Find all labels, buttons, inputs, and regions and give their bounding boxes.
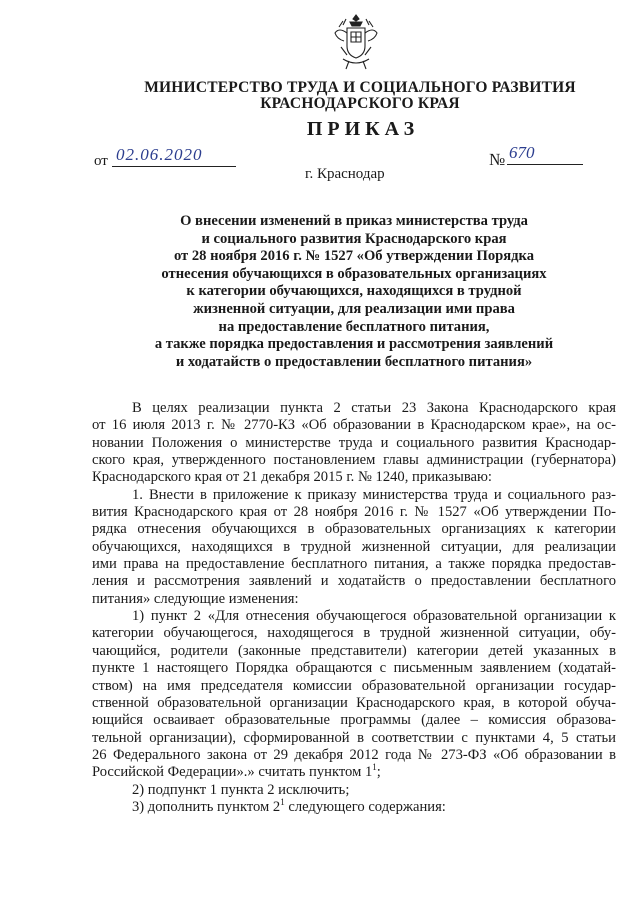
text-line: ющийся осваивает образовательные программы (далее – комиссия образова- xyxy=(92,712,616,729)
subject-line: на предоставление бесплатного питания, xyxy=(218,318,490,335)
subject-line: отнесения обучающихся в образовательных организациях xyxy=(161,265,547,282)
preamble-paragraph xyxy=(92,400,616,487)
subitem-3-paragraph xyxy=(92,799,616,816)
text-fragment: Российской Федерации».» считать пунктом 1 xyxy=(92,764,373,781)
text-line: от 16 июля 2013 г. № 2770-КЗ «Об образовании в Краснодарском крае», на ос- xyxy=(92,417,616,434)
text-fragment: следующего содержания: xyxy=(284,798,446,815)
order-number: 670 xyxy=(507,143,583,165)
date-prefix: от xyxy=(94,153,108,169)
text-line: ством) на имя председателя комиссии образовательной организации государ- xyxy=(92,677,616,694)
subject-line: жизненной ситуации, для реализации ими права xyxy=(193,300,515,317)
subject-line: к категории обучающихся, находящихся в трудной xyxy=(186,283,522,300)
subitem-1-paragraph xyxy=(92,608,616,781)
text-line: ления и рассмотрения заявлений и ходатайств о предоставлении бесплатного xyxy=(92,573,616,590)
text-fragment: 3) дополнить пунктом 2 xyxy=(132,798,281,815)
text-line: обучающихся, находящихся в трудной жизненной ситуации, для реализации xyxy=(92,538,616,555)
text-fragment: ; xyxy=(376,764,381,781)
subject-line: от 28 ноября 2016 г. № 1527 «Об утверждении Порядка xyxy=(173,248,535,265)
text-line: рядка отнесения обучающихся в образовательных организациях к категории xyxy=(92,521,616,538)
text-line: новании Положения о министерстве труда и социального развития Краснодар- xyxy=(92,434,616,451)
ministry-name-line-2: КРАСНОДАРСКОГО КРАЯ xyxy=(260,95,460,112)
text-line: В целях реализации пункта 2 статьи 23 Закона Краснодарского края xyxy=(132,400,616,416)
subject-line: О внесении изменений в приказ министерства труда xyxy=(180,213,528,229)
krasnodar-coat-of-arms-icon xyxy=(333,13,379,71)
item-1-paragraph xyxy=(92,487,616,608)
city-name: г. Краснодар xyxy=(305,166,385,182)
subject-line: и социального развития Краснодарского края xyxy=(201,230,507,247)
text-line: категории обучающегося, находящегося в трудной жизненной ситуации, обу- xyxy=(92,625,616,642)
text-line: тельной организации), сформированной в соответствии с пунктами 4, 5 статьи xyxy=(92,729,616,746)
superscript: 1 xyxy=(280,797,285,808)
text-line: Краснодарского края от 21 декабря 2015 г. № 1240, приказываю: xyxy=(92,469,492,486)
text-line: вития Краснодарского края от 28 ноября 2016 г. № 1527 «Об утверждении По- xyxy=(92,504,616,521)
superscript: 1 xyxy=(372,762,377,773)
text-line: питания» следующие изменения: xyxy=(92,590,299,607)
document-type-title: ПРИКАЗ xyxy=(306,118,420,140)
text-line xyxy=(92,764,616,781)
subject-line: а также порядка предоставления и рассмотрения заявлений xyxy=(154,336,554,353)
text-line: ского края, утвержденного постановлением главы администрации (губернатора) xyxy=(92,452,616,469)
order-body xyxy=(92,400,616,816)
ministry-name-line-1: МИНИСТЕРСТВО ТРУДА И СОЦИАЛЬНОГО РАЗВИТИЯ xyxy=(144,79,576,96)
text-line: ими права на предоставление бесплатного питания, а также порядка предостав- xyxy=(92,556,616,573)
text-line: 1) пункт 2 «Для отнесения обучающегося образовательной организации к xyxy=(132,608,616,625)
text-line: пункте 1 настоящего Порядка обращаются с письменным заявлением (ходатай- xyxy=(92,660,616,677)
order-subject xyxy=(120,213,588,371)
order-date: 02.06.2020 xyxy=(112,145,236,167)
number-prefix: № xyxy=(489,150,506,169)
subitem-2-paragraph: 2) подпункт 1 пункта 2 исключить; xyxy=(132,781,350,798)
subject-line: и ходатайств о предоставлении бесплатного питания» xyxy=(175,353,533,370)
text-line: 1. Внести в приложение к приказу министерства труда и социального раз- xyxy=(132,486,616,503)
text-line: 26 Федерального закона от 29 декабря 2012 года № 273-ФЗ «Об образовании в xyxy=(92,746,616,763)
text-line: чающийся, родители (законные представители) категории детей указанных в xyxy=(92,642,616,659)
text-line: ственной образовательной организации Краснодарского края, в которой обуча- xyxy=(92,694,616,711)
